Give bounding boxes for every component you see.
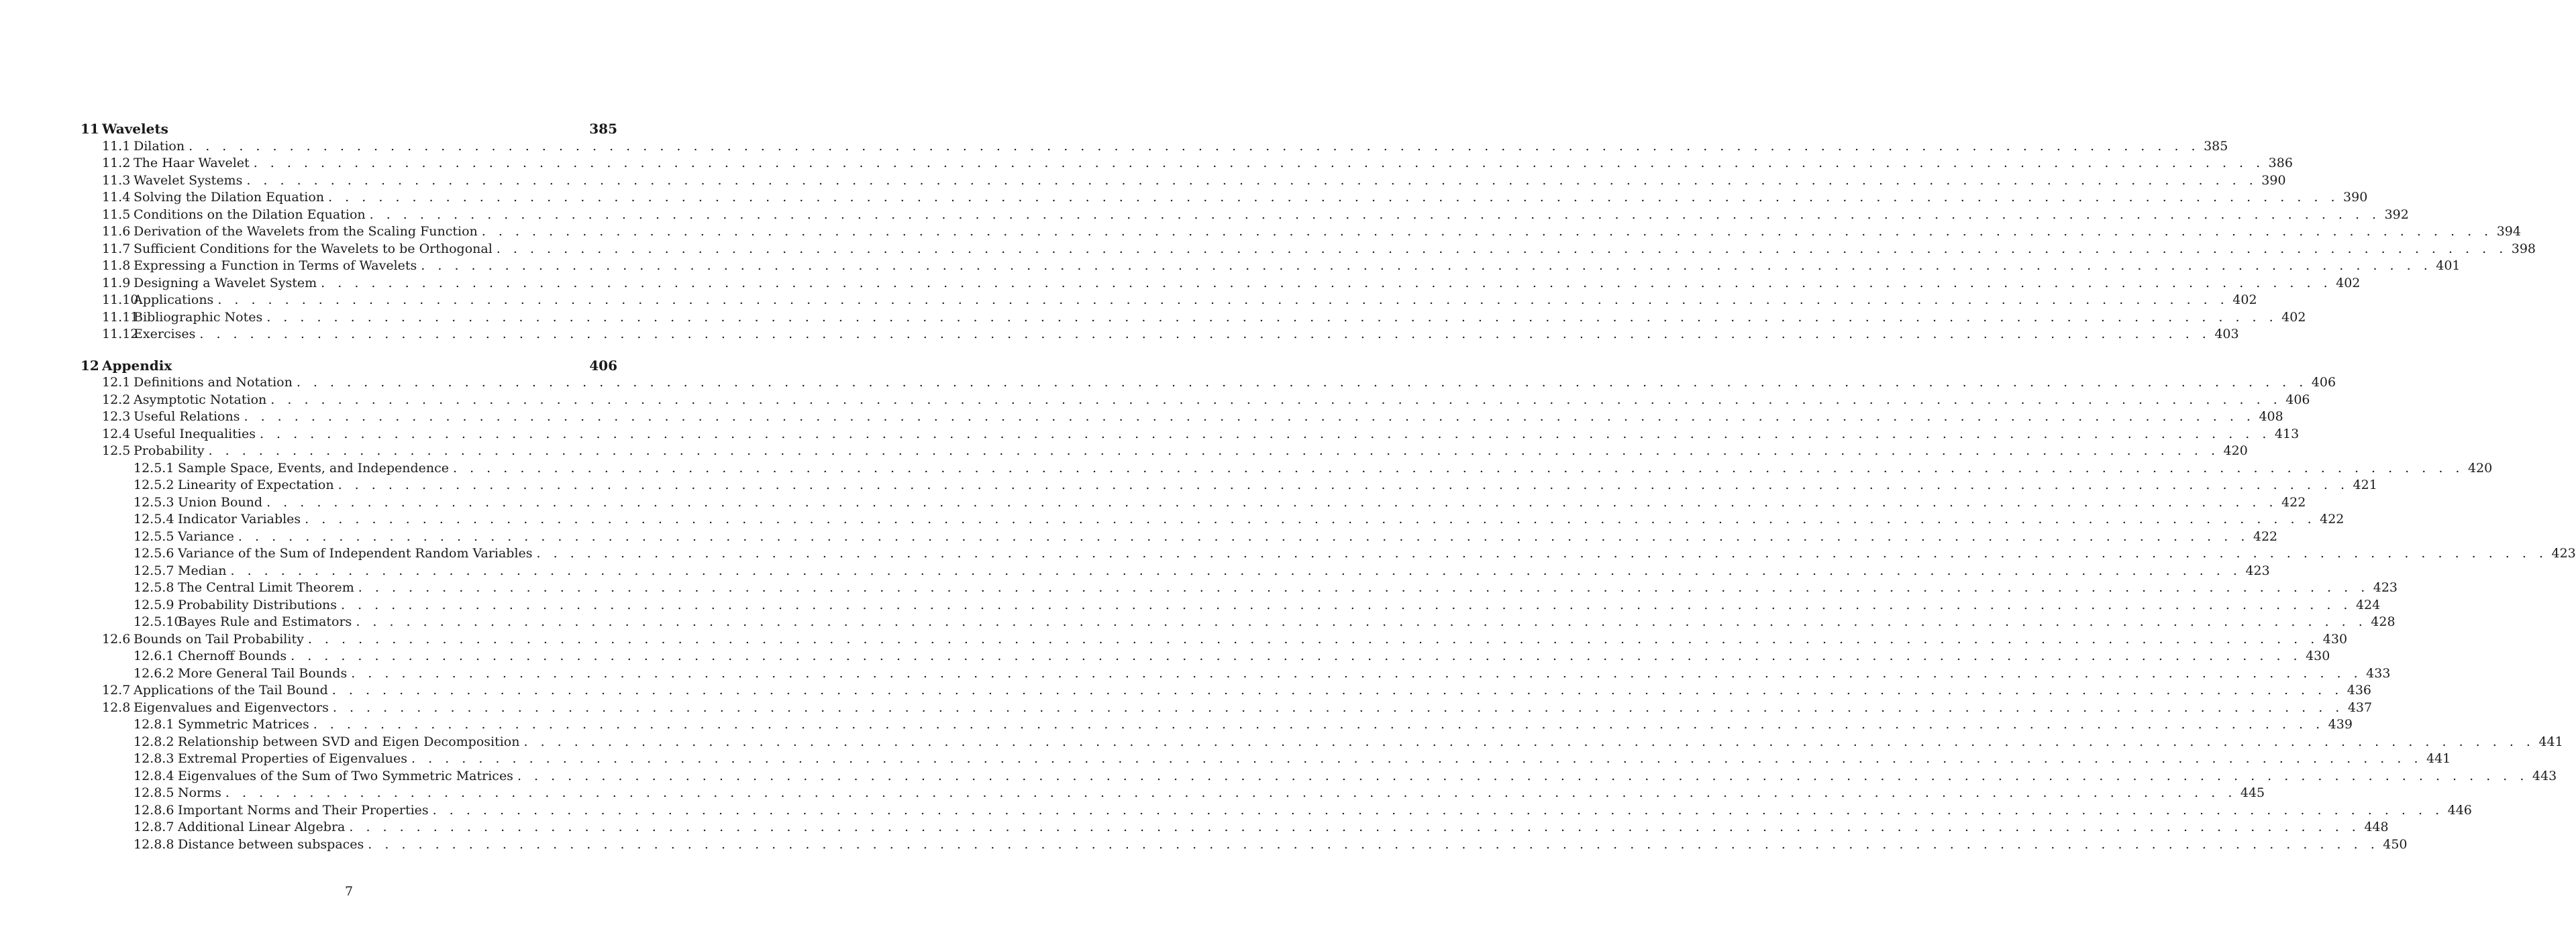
entry-title: Wavelet Systems (134, 172, 243, 188)
toc-subsection-entry[interactable] (81, 665, 2391, 683)
toc-subsection-entry[interactable] (81, 511, 2345, 529)
entry-page: 433 (2366, 665, 2391, 681)
entry-page: 424 (2355, 597, 2381, 612)
entry-page: 394 (2496, 224, 2521, 239)
entry-title: Expressing a Function in Terms of Wavelets (134, 258, 417, 273)
toc-subsection-entry[interactable] (81, 529, 2278, 546)
dot-leader: . . . . . . . . . . . . . . . . . . . . . . . . . . . . . . . . . . . . . . . . . . . . . . . . . . . . . . . . . . . . . . . . . . . . . . . . . . . . . . . . . . . . . . . . . . . . . . . . . . . . . . . . . . . . . . . . . . . . . . . . (536, 546, 2548, 561)
dot-leader: . . . . . . . . . . . . . . . . . . . . . . . . . . . . . . . . . . . . . . . . . . . . . . . . . . . . . . . . . . . . . . . . . . . . . . . . . . . . . . . . . . . . . . . . . . . . . . . . . . . . . . . . . . . . . . . . . . . . . . . . (291, 649, 2302, 663)
entry-number: 11.11 (102, 309, 139, 325)
entry-page: 443 (2532, 768, 2557, 783)
toc-section-entry[interactable] (81, 392, 2310, 409)
entry-title: Solving the Dilation Equation (134, 190, 325, 205)
toc-section-entry[interactable] (81, 408, 2283, 426)
toc-section-entry[interactable] (81, 631, 2348, 649)
chapter-heading[interactable] (81, 357, 617, 375)
dot-leader: . . . . . . . . . . . . . . . . . . . . . . . . . . . . . . . . . . . . . . . . . . . . . . . . . . . . . . . . . . . . . . . . . . . . . . . . . . . . . . . . . . . . . . . . . . . . . . . . . . . . . . . . . . . . . . . . . . . . . . . . (208, 443, 2220, 458)
entry-page: 437 (2347, 700, 2373, 715)
entry-page: 428 (2371, 614, 2395, 629)
toc-subsection-entry[interactable] (81, 836, 2408, 854)
chapter-number: 12 (81, 357, 99, 374)
toc-section-entry[interactable] (81, 682, 2371, 700)
entry-number: 12.8.6 (134, 802, 174, 818)
entry-title: Exercises (134, 327, 196, 341)
dot-leader: . . . . . . . . . . . . . . . . . . . . . . . . . . . . . . . . . . . . . . . . . . . . . . . . . . . . . . . . . . . . . . . . . . . . . . . . . . . . . . . . . . . . . . . . . . . . . . . . . . . . . . . . . . . . . . . . . . . . . . . . (368, 836, 2379, 852)
toc-subsection-entry[interactable] (81, 563, 2270, 580)
entry-title: Sample Space, Events, and Independence (178, 460, 449, 476)
toc-subsection-entry[interactable] (81, 614, 2395, 631)
entry-number: 12.5.10 (134, 614, 183, 629)
dot-leader: . . . . . . . . . . . . . . . . . . . . . . . . . . . . . . . . . . . . . . . . . . . . . . . . . . . . . . . . . . . . . . . . . . . . . . . . . . . . . . . . . . . . . . . . . . . . . . . . . . . . . . . . . . . . . . . . . . . . . . . . (358, 580, 2369, 595)
dot-leader: . . . . . . . . . . . . . . . . . . . . . . . . . . . . . . . . . . . . . . . . . . . . . . . . . . . . . . . . . . . . . . . . . . . . . . . . . . . . . . . . . . . . . . . . . . . . . . . . . . . . . . . . . . . . . . . . . . . . . . . . (432, 802, 2444, 818)
chapter-number: 11 (81, 121, 99, 137)
entry-number: 11.12 (102, 327, 139, 341)
dot-leader: . . . . . . . . . . . . . . . . . . . . . . . . . . . . . . . . . . . . . . . . . . . . . . . . . . . . . . . . . . . . . . . . . . . . . . . . . . . . . . . . . . . . . . . . . . . . . . . . . . . . . . . . . . . . . . . . . . . . . . . . (321, 275, 2332, 290)
toc-section-entry[interactable] (81, 275, 2361, 292)
toc-subsection-entry[interactable] (81, 819, 2389, 836)
entry-page: 441 (2426, 751, 2451, 766)
entry-title: Linearity of Expectation (178, 478, 334, 492)
toc-section-entry[interactable] (81, 258, 2461, 275)
entry-number: 12.4 (102, 426, 131, 441)
dot-leader: . . . . . . . . . . . . . . . . . . . . . . . . . . . . . . . . . . . . . . . . . . . . . . . . . . . . . . . . . . . . . . . . . . . . . . . . . . . . . . . . . . . . . . . . . . . . . . . . . . . . . . . . . . . . . . . . . . . . . . . . (199, 327, 2211, 341)
entry-number: 11.3 (102, 172, 131, 188)
toc-section-entry[interactable] (81, 426, 2300, 443)
toc-section-entry[interactable] (81, 155, 2293, 172)
entry-page: 423 (2373, 580, 2398, 595)
entry-title: Applications (134, 292, 214, 307)
entry-title: Additional Linear Algebra (178, 820, 346, 834)
entry-number: 12.1 (102, 375, 131, 390)
entry-number: 12.5.5 (134, 529, 174, 544)
toc-subsection-entry[interactable] (81, 648, 2330, 665)
toc-section-entry[interactable] (81, 223, 2521, 241)
toc-subsection-entry[interactable] (81, 802, 2472, 820)
toc-section-entry[interactable] (81, 292, 2257, 309)
table-of-contents (81, 121, 2576, 867)
entry-title: Important Norms and Their Properties (178, 802, 429, 818)
entry-number: 12.8.5 (134, 785, 174, 800)
entry-title: Bibliographic Notes (134, 309, 263, 325)
dot-leader: . . . . . . . . . . . . . . . . . . . . . . . . . . . . . . . . . . . . . . . . . . . . . . . . . . . . . . . . . . . . . . . . . . . . . . . . . . . . . . . . . . . . . . . . . . . . . . . . . . . . . . . . . . . . . . . . . . . . . . . . (253, 156, 2265, 170)
entry-page: 402 (2281, 309, 2306, 325)
toc-section-entry[interactable] (81, 172, 2286, 190)
entry-page: 406 (2285, 392, 2310, 407)
dot-leader: . . . . . . . . . . . . . . . . . . . . . . . . . . . . . . . . . . . . . . . . . . . . . . . . . . . . . . . . . . . . . . . . . . . . . . . . . . . . . . . . . . . . . . . . . . . . . . . . . . . . . . . . . . . . . . . . . . . . . . . . (328, 190, 2340, 205)
entry-number: 12.5.1 (134, 460, 174, 476)
entry-number: 11.1 (102, 138, 131, 154)
entry-title: Distance between subspaces (178, 836, 364, 852)
toc-section-entry[interactable] (81, 326, 2239, 343)
entry-number: 11.7 (102, 241, 131, 256)
toc-subsection-entry[interactable] (81, 716, 2353, 734)
toc-section-entry[interactable] (81, 700, 2373, 717)
entry-title: The Central Limit Theorem (178, 580, 354, 595)
chapter-page: 385 (589, 121, 617, 137)
dot-leader: . . . . . . . . . . . . . . . . . . . . . . . . . . . . . . . . . . . . . . . . . . . . . . . . . . . . . . . . . . . . . . . . . . . . . . . . . . . . . . . . . . . . . . . . . . . . . . . . . . . . . . . . . . . . . . . . . . . . . . . . (331, 683, 2343, 698)
entry-title: The Haar Wavelet (134, 156, 250, 170)
entry-title: More General Tail Bounds (178, 665, 348, 681)
entry-title: Useful Inequalities (134, 426, 256, 441)
entry-page: 402 (2336, 275, 2361, 290)
entry-number: 12.5.8 (134, 580, 174, 595)
entry-number: 12.8 (102, 700, 131, 715)
dot-leader: . . . . . . . . . . . . . . . . . . . . . . . . . . . . . . . . . . . . . . . . . . . . . . . . . . . . . . . . . . . . . . . . . . . . . . . . . . . . . . . . . . . . . . . . . . . . . . . . . . . . . . . . . . . . . . . . . . . . . . . . (230, 563, 2242, 578)
toc-subsection-entry[interactable] (81, 580, 2398, 597)
entry-number: 12.8.4 (134, 768, 174, 783)
entry-title: Eigenvalues and Eigenvectors (134, 700, 329, 715)
entry-title: Definitions and Notation (134, 375, 293, 390)
entry-page: 403 (2214, 327, 2239, 341)
dot-leader: . . . . . . . . . . . . . . . . . . . . . . . . . . . . . . . . . . . . . . . . . . . . . . . . . . . . . . . . . . . . . . . . . . . . . . . . . . . . . . . . . . . . . . . . . . . . . . . . . . . . . . . . . . . . . . . . . . . . . . . . (225, 785, 2236, 800)
entry-title: Dilation (134, 138, 185, 154)
entry-page: 422 (2281, 494, 2306, 510)
entry-title: Extremal Properties of Eigenvalues (178, 751, 408, 766)
entry-number: 12.5.4 (134, 512, 174, 527)
entry-number: 12.8.1 (134, 717, 174, 732)
entry-page: 430 (2306, 649, 2330, 663)
entry-page: 423 (2245, 563, 2270, 578)
entry-number: 12.5.7 (134, 563, 174, 578)
entry-page: 390 (2261, 172, 2286, 188)
toc-subsection-entry[interactable] (81, 597, 2381, 614)
entry-title: Probability (134, 443, 205, 458)
entry-number: 12.5.9 (134, 597, 174, 612)
chapter-title: Wavelets (102, 121, 168, 137)
entry-number: 12.6 (102, 631, 131, 647)
entry-number: 11.6 (102, 224, 131, 239)
dot-leader: . . . . . . . . . . . . . . . . . . . . . . . . . . . . . . . . . . . . . . . . . . . . . . . . . . . . . . . . . . . . . . . . . . . . . . . . . . . . . . . . . . . . . . . . . . . . . . . . . . . . . . . . . . . . . . . . . . . . . . . . (305, 512, 2316, 527)
entry-page: 446 (2447, 802, 2472, 818)
entry-page: 448 (2364, 820, 2389, 834)
toc-chapter (81, 121, 2536, 343)
entry-page: 422 (2253, 529, 2278, 544)
toc-subsection-entry[interactable] (81, 460, 2493, 478)
entry-title: Variance of the Sum of Independent Random Variables (178, 546, 533, 561)
toc-chapter (81, 357, 2576, 854)
entry-number: 11.5 (102, 207, 131, 222)
toc-section-entry[interactable] (81, 374, 2336, 392)
dot-leader: . . . . . . . . . . . . . . . . . . . . . . . . . . . . . . . . . . . . . . . . . . . . . . . . . . . . . . . . . . . . . . . . . . . . . . . . . . . . . . . . . . . . . . . . . . . . . . . . . . . . . . . . . . . . . . . . . . . . . . . . (517, 768, 2528, 783)
entry-number: 11.8 (102, 258, 131, 273)
entry-title: Probability Distributions (178, 597, 337, 612)
entry-title: Union Bound (178, 494, 263, 510)
dot-leader: . . . . . . . . . . . . . . . . . . . . . . . . . . . . . . . . . . . . . . . . . . . . . . . . . . . . . . . . . . . . . . . . . . . . . . . . . . . . . . . . . . . . . . . . . . . . . . . . . . . . . . . . . . . . . . . . . . . . . . . . (270, 392, 2282, 407)
toc-subsection-entry[interactable] (81, 477, 2377, 494)
entry-number: 12.8.8 (134, 836, 174, 852)
dot-leader: . . . . . . . . . . . . . . . . . . . . . . . . . . . . . . . . . . . . . . . . . . . . . . . . . . . . . . . . . . . . . . . . . . . . . . . . . . . . . . . . . . . . . . . . . . . . . . . . . . . . . . . . . . . . . . . . . . . . . . . . (307, 631, 2319, 647)
entry-page: 406 (2311, 375, 2336, 390)
dot-leader: . . . . . . . . . . . . . . . . . . . . . . . . . . . . . . . . . . . . . . . . . . . . . . . . . . . . . . . . . . . . . . . . . . . . . . . . . . . . . . . . . . . . . . . . . . . . . . . . . . . . . . . . . . . . . . . . . . . . . . . . (496, 241, 2508, 256)
entry-title: Derivation of the Wavelets from the Scaling Function (134, 224, 478, 239)
dot-leader: . . . . . . . . . . . . . . . . . . . . . . . . . . . . . . . . . . . . . . . . . . . . . . . . . . . . . . . . . . . . . . . . . . . . . . . . . . . . . . . . . . . . . . . . . . . . . . . . . . . . . . . . . . . . . . . . . . . . . . . . (259, 426, 2271, 441)
entry-page: 390 (2343, 190, 2368, 205)
entry-page: 420 (2223, 443, 2248, 458)
toc-subsection-entry[interactable] (81, 545, 2576, 563)
entry-number: 11.4 (102, 190, 131, 205)
entry-number: 11.10 (102, 292, 139, 307)
toc-section-entry[interactable] (81, 138, 2228, 156)
dot-leader: . . . . . . . . . . . . . . . . . . . . . . . . . . . . . . . . . . . . . . . . . . . . . . . . . . . . . . . . . . . . . . . . . . . . . . . . . . . . . . . . . . . . . . . . . . . . . . . . . . . . . . . . . . . . . . . . . . . . . . . . (523, 734, 2535, 749)
entry-number: 12.5.6 (134, 546, 174, 561)
entry-page: 450 (2383, 836, 2408, 852)
dot-leader: . . . . . . . . . . . . . . . . . . . . . . . . . . . . . . . . . . . . . . . . . . . . . . . . . . . . . . . . . . . . . . . . . . . . . . . . . . . . . . . . . . . . . . . . . . . . . . . . . . . . . . . . . . . . . . . . . . . . . . . . (266, 494, 2278, 510)
entry-number: 12.8.7 (134, 820, 174, 834)
entry-title: Bayes Rule and Estimators (178, 614, 352, 629)
entry-title: Eigenvalues of the Sum of Two Symmetric Matrices (178, 768, 513, 783)
toc-subsection-entry[interactable] (81, 494, 2306, 512)
page-number: 7 (344, 884, 354, 899)
entry-page: 423 (2551, 546, 2576, 561)
dot-leader: . . . . . . . . . . . . . . . . . . . . . . . . . . . . . . . . . . . . . . . . . . . . . . . . . . . . . . . . . . . . . . . . . . . . . . . . . . . . . . . . . . . . . . . . . . . . . . . . . . . . . . . . . . . . . . . . . . . . . . . . (356, 614, 2367, 629)
entry-number: 12.7 (102, 683, 131, 698)
dot-leader: . . . . . . . . . . . . . . . . . . . . . . . . . . . . . . . . . . . . . . . . . . . . . . . . . . . . . . . . . . . . . . . . . . . . . . . . . . . . . . . . . . . . . . . . . . . . . . . . . . . . . . . . . . . . . . . . . . . . . . . . (189, 138, 2200, 154)
entry-title: Median (178, 563, 227, 578)
toc-section-entry[interactable] (81, 241, 2536, 258)
dot-leader: . . . . . . . . . . . . . . . . . . . . . . . . . . . . . . . . . . . . . . . . . . . . . . . . . . . . . . . . . . . . . . . . . . . . . . . . . . . . . . . . . . . . . . . . . . . . . . . . . . . . . . . . . . . . . . . . . . . . . . . . (332, 700, 2344, 715)
entry-page: 413 (2274, 426, 2300, 441)
entry-title: Useful Relations (134, 409, 240, 424)
entry-page: 421 (2353, 478, 2377, 492)
entry-number: 12.6.1 (134, 649, 174, 663)
dot-leader: . . . . . . . . . . . . . . . . . . . . . . . . . . . . . . . . . . . . . . . . . . . . . . . . . . . . . . . . . . . . . . . . . . . . . . . . . . . . . . . . . . . . . . . . . . . . . . . . . . . . . . . . . . . . . . . . . . . . . . . . (266, 309, 2278, 325)
entry-title: Symmetric Matrices (178, 717, 309, 732)
chapter-title: Appendix (102, 357, 172, 374)
toc-subsection-entry[interactable] (81, 734, 2563, 751)
entry-number: 12.2 (102, 392, 131, 407)
entry-number: 11.2 (102, 156, 131, 170)
entry-title: Applications of the Tail Bound (134, 683, 328, 698)
chapter-page: 406 (589, 357, 617, 374)
entry-title: Bounds on Tail Probability (134, 631, 304, 647)
entry-page: 402 (2232, 292, 2257, 307)
dot-leader: . . . . . . . . . . . . . . . . . . . . . . . . . . . . . . . . . . . . . . . . . . . . . . . . . . . . . . . . . . . . . . . . . . . . . . . . . . . . . . . . . . . . . . . . . . . . . . . . . . . . . . . . . . . . . . . . . . . . . . . . (296, 375, 2308, 390)
entry-number: 12.3 (102, 409, 131, 424)
entry-page: 430 (2322, 631, 2348, 647)
entry-number: 12.5 (102, 443, 131, 458)
dot-leader: . . . . . . . . . . . . . . . . . . . . . . . . . . . . . . . . . . . . . . . . . . . . . . . . . . . . . . . . . . . . . . . . . . . . . . . . . . . . . . . . . . . . . . . . . . . . . . . . . . . . . . . . . . . . . . . . . . . . . . . . (351, 665, 2363, 681)
entry-number: 12.5.2 (134, 478, 174, 492)
entry-number: 12.5.3 (134, 494, 174, 510)
entry-title: Asymptotic Notation (134, 392, 267, 407)
entry-page: 385 (2204, 138, 2228, 154)
dot-leader: . . . . . . . . . . . . . . . . . . . . . . . . . . . . . . . . . . . . . . . . . . . . . . . . . . . . . . . . . . . . . . . . . . . . . . . . . . . . . . . . . . . . . . . . . . . . . . . . . . . . . . . . . . . . . . . . . . . . . . . . (421, 258, 2432, 273)
entry-page: 420 (2467, 460, 2493, 476)
entry-title: Indicator Variables (178, 512, 301, 527)
entry-page: 401 (2436, 258, 2461, 273)
entry-title: Relationship between SVD and Eigen Decomposition (178, 734, 520, 749)
dot-leader: . . . . . . . . . . . . . . . . . . . . . . . . . . . . . . . . . . . . . . . . . . . . . . . . . . . . . . . . . . . . . . . . . . . . . . . . . . . . . . . . . . . . . . . . . . . . . . . . . . . . . . . . . . . . . . . . . . . . . . . . (217, 292, 2229, 307)
entry-page: 398 (2511, 241, 2536, 256)
entry-page: 422 (2320, 512, 2345, 527)
entry-number: 12.8.2 (134, 734, 174, 749)
entry-page: 445 (2240, 785, 2265, 800)
dot-leader: . . . . . . . . . . . . . . . . . . . . . . . . . . . . . . . . . . . . . . . . . . . . . . . . . . . . . . . . . . . . . . . . . . . . . . . . . . . . . . . . . . . . . . . . . . . . . . . . . . . . . . . . . . . . . . . . . . . . . . . . (313, 717, 2324, 732)
chapter-heading[interactable] (81, 121, 617, 138)
entry-page: 408 (2259, 409, 2283, 424)
dot-leader: . . . . . . . . . . . . . . . . . . . . . . . . . . . . . . . . . . . . . . . . . . . . . . . . . . . . . . . . . . . . . . . . . . . . . . . . . . . . . . . . . . . . . . . . . . . . . . . . . . . . . . . . . . . . . . . . . . . . . . . . (238, 529, 2249, 544)
dot-leader: . . . . . . . . . . . . . . . . . . . . . . . . . . . . . . . . . . . . . . . . . . . . . . . . . . . . . . . . . . . . . . . . . . . . . . . . . . . . . . . . . . . . . . . . . . . . . . . . . . . . . . . . . . . . . . . . . . . . . . . . (453, 460, 2464, 476)
toc-section-entry[interactable] (81, 189, 2368, 207)
toc-section-entry[interactable] (81, 443, 2248, 460)
entry-title: Variance (178, 529, 234, 544)
dot-leader: . . . . . . . . . . . . . . . . . . . . . . . . . . . . . . . . . . . . . . . . . . . . . . . . . . . . . . . . . . . . . . . . . . . . . . . . . . . . . . . . . . . . . . . . . . . . . . . . . . . . . . . . . . . . . . . . . . . . . . . . (411, 751, 2422, 766)
entry-title: Norms (178, 785, 221, 800)
toc-section-entry[interactable] (81, 309, 2306, 327)
toc-subsection-entry[interactable] (81, 768, 2557, 785)
dot-leader: . . . . . . . . . . . . . . . . . . . . . . . . . . . . . . . . . . . . . . . . . . . . . . . . . . . . . . . . . . . . . . . . . . . . . . . . . . . . . . . . . . . . . . . . . . . . . . . . . . . . . . . . . . . . . . . . . . . . . . . . (244, 409, 2255, 424)
entry-title: Conditions on the Dilation Equation (134, 207, 366, 222)
dot-leader: . . . . . . . . . . . . . . . . . . . . . . . . . . . . . . . . . . . . . . . . . . . . . . . . . . . . . . . . . . . . . . . . . . . . . . . . . . . . . . . . . . . . . . . . . . . . . . . . . . . . . . . . . . . . . . . . . . . . . . . . (349, 820, 2361, 834)
dot-leader: . . . . . . . . . . . . . . . . . . . . . . . . . . . . . . . . . . . . . . . . . . . . . . . . . . . . . . . . . . . . . . . . . . . . . . . . . . . . . . . . . . . . . . . . . . . . . . . . . . . . . . . . . . . . . . . . . . . . . . . . (369, 207, 2381, 222)
dot-leader: . . . . . . . . . . . . . . . . . . . . . . . . . . . . . . . . . . . . . . . . . . . . . . . . . . . . . . . . . . . . . . . . . . . . . . . . . . . . . . . . . . . . . . . . . . . . . . . . . . . . . . . . . . . . . . . . . . . . . . . . (338, 478, 2349, 492)
entry-page: 441 (2538, 734, 2563, 749)
dot-leader: . . . . . . . . . . . . . . . . . . . . . . . . . . . . . . . . . . . . . . . . . . . . . . . . . . . . . . . . . . . . . . . . . . . . . . . . . . . . . . . . . . . . . . . . . . . . . . . . . . . . . . . . . . . . . . . . . . . . . . . . (341, 597, 2352, 612)
entry-number: 12.8.3 (134, 751, 174, 766)
entry-title: Chernoff Bounds (178, 649, 287, 663)
entry-page: 436 (2347, 683, 2371, 698)
toc-subsection-entry[interactable] (81, 751, 2451, 768)
entry-title: Designing a Wavelet System (134, 275, 317, 290)
entry-page: 386 (2268, 156, 2293, 170)
entry-title: Sufficient Conditions for the Wavelets to be Orthogonal (134, 241, 493, 256)
entry-page: 392 (2384, 207, 2409, 222)
dot-leader: . . . . . . . . . . . . . . . . . . . . . . . . . . . . . . . . . . . . . . . . . . . . . . . . . . . . . . . . . . . . . . . . . . . . . . . . . . . . . . . . . . . . . . . . . . . . . . . . . . . . . . . . . . . . . . . . . . . . . . . . (481, 224, 2493, 239)
entry-page: 439 (2328, 717, 2353, 732)
entry-number: 11.9 (102, 275, 131, 290)
dot-leader: . . . . . . . . . . . . . . . . . . . . . . . . . . . . . . . . . . . . . . . . . . . . . . . . . . . . . . . . . . . . . . . . . . . . . . . . . . . . . . . . . . . . . . . . . . . . . . . . . . . . . . . . . . . . . . . . . . . . . . . . (246, 172, 2258, 188)
toc-subsection-entry[interactable] (81, 785, 2265, 802)
toc-section-entry[interactable] (81, 207, 2409, 224)
entry-number: 12.6.2 (134, 665, 174, 681)
